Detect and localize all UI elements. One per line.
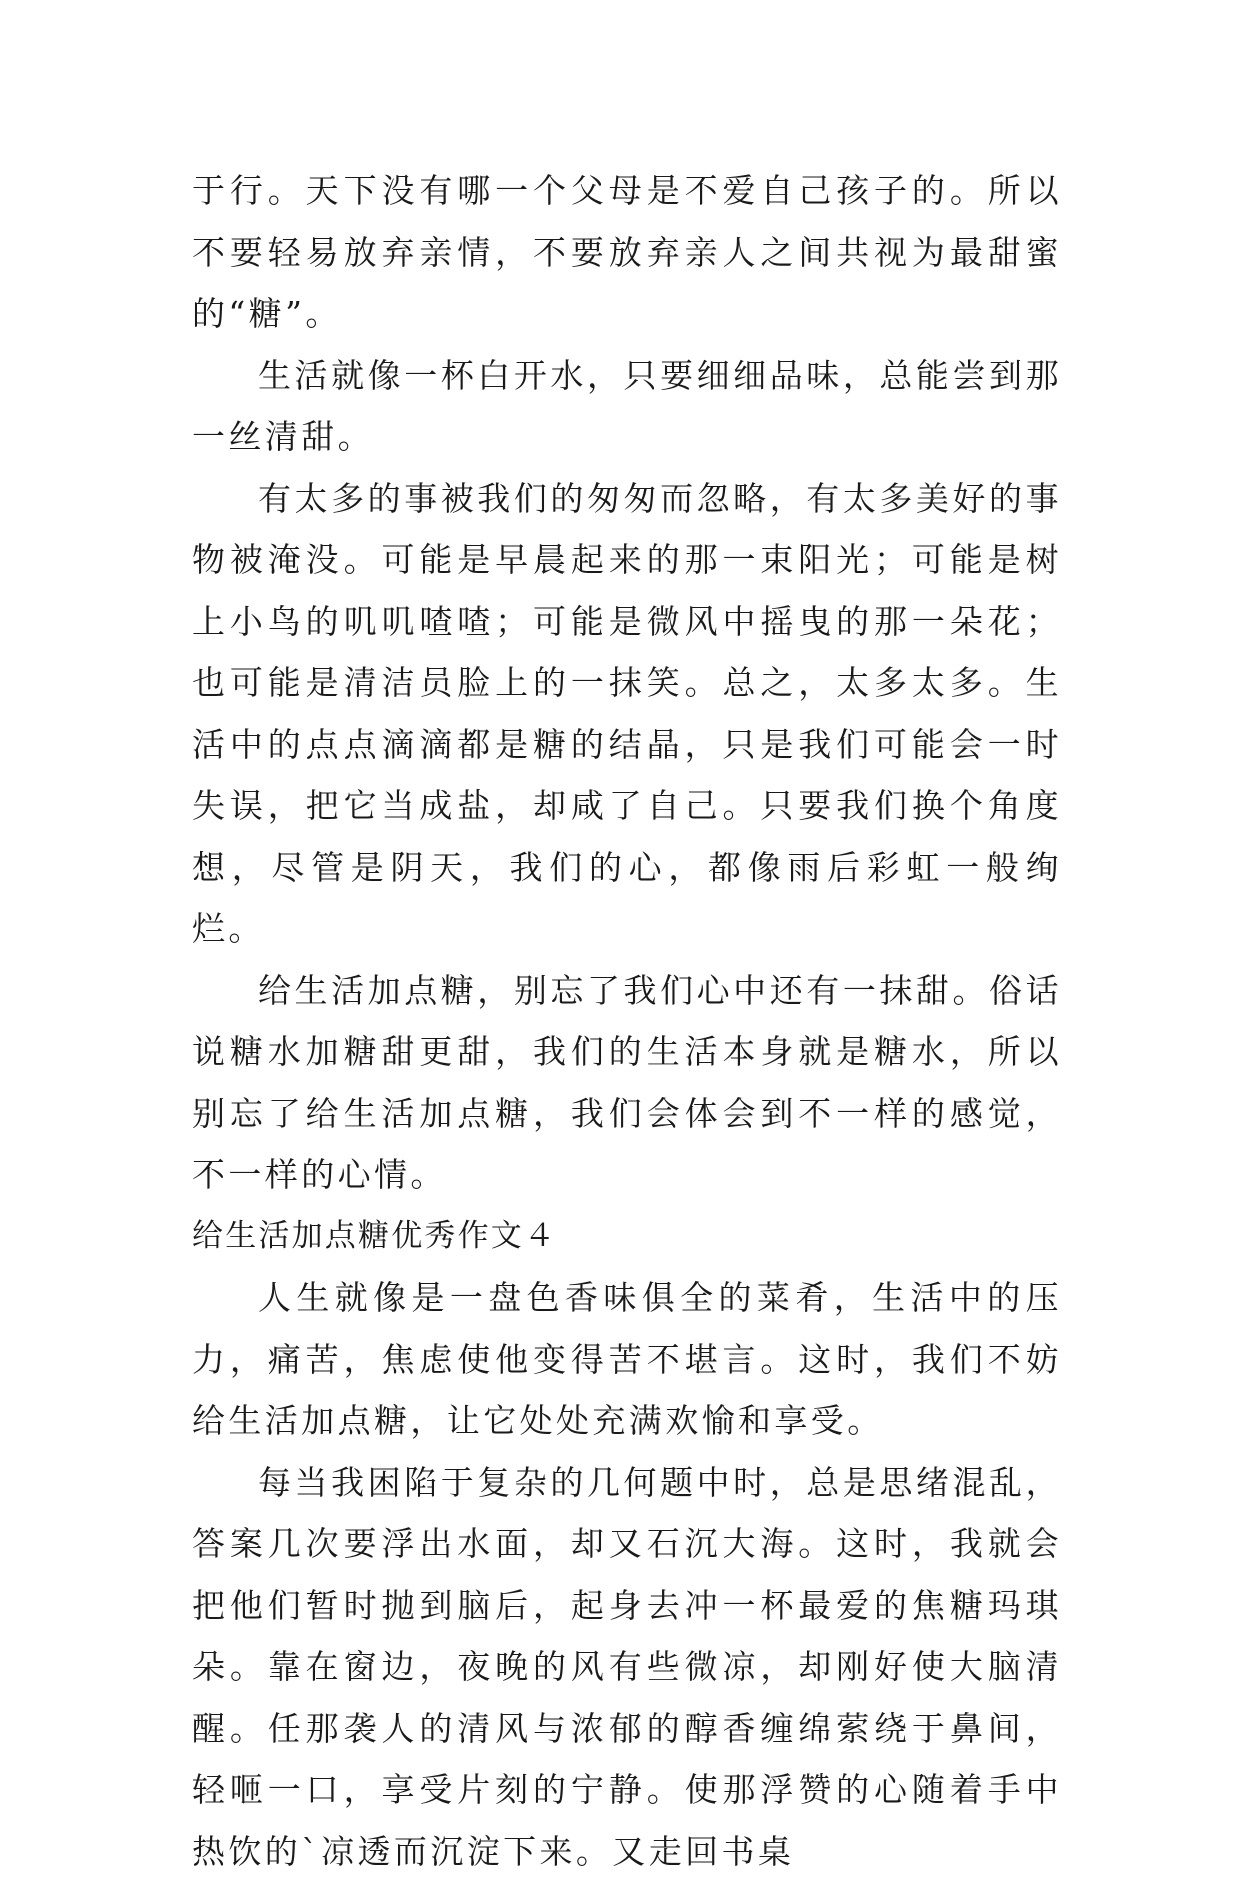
paragraph-4: 给生活加点糖，别忘了我们心中还有一抹甜。俗话说糖水加糖甜更甜，我们的生活本身就是糖水，所以别忘了给生活加点糖，我们会体会到不一样的感觉，不一样的心情。	[192, 960, 1062, 1206]
section-paragraph-1: 人生就像是一盘色香味俱全的菜肴，生活中的压力，痛苦，焦虑使他变得苦不堪言。这时，我们不妨给生活加点糖，让它处处充满欢愉和享受。	[192, 1267, 1062, 1452]
paragraph-2: 生活就像一杯白开水，只要细细品味，总能尝到那一丝清甜。	[192, 345, 1062, 468]
paragraph-3: 有太多的事被我们的匆匆而忽略，有太多美好的事物被淹没。可能是早晨起来的那一束阳光；可能是树上小鸟的叽叽喳喳；可能是微风中摇曳的那一朵花；也可能是清洁员脸上的一抹笑。总之，太多太多。生活中的点点滴滴都是糖的结晶，只是我们可能会一时失误，把它当成盐，却咸了自己。只要我们换个角度想，尽管是阴天，我们的心，都像雨后彩虹一般绚烂。	[192, 468, 1062, 960]
paragraph-1: 于行。天下没有哪一个父母是不爱自己孩子的。所以不要轻易放弃亲情，不要放弃亲人之间共视为最甜蜜的“糖”。	[192, 160, 1062, 345]
document-page	[192, 160, 1062, 1882]
section-paragraph-2: 每当我困陷于复杂的几何题中时，总是思绪混乱，答案几次要浮出水面，却又石沉大海。这时，我就会把他们暂时抛到脑后，起身去冲一杯最爱的焦糖玛琪朵。靠在窗边，夜晚的风有些微凉，却刚好使大脑清醒。任那袭人的清风与浓郁的醇香缠绵萦绕于鼻间，轻咂一口，享受片刻的宁静。使那浮赞的心随着手中热饮的`凉透而沉淀下来。又走回书桌	[192, 1452, 1062, 1882]
section-title: 给生活加点糖优秀作文４	[192, 1206, 1062, 1268]
